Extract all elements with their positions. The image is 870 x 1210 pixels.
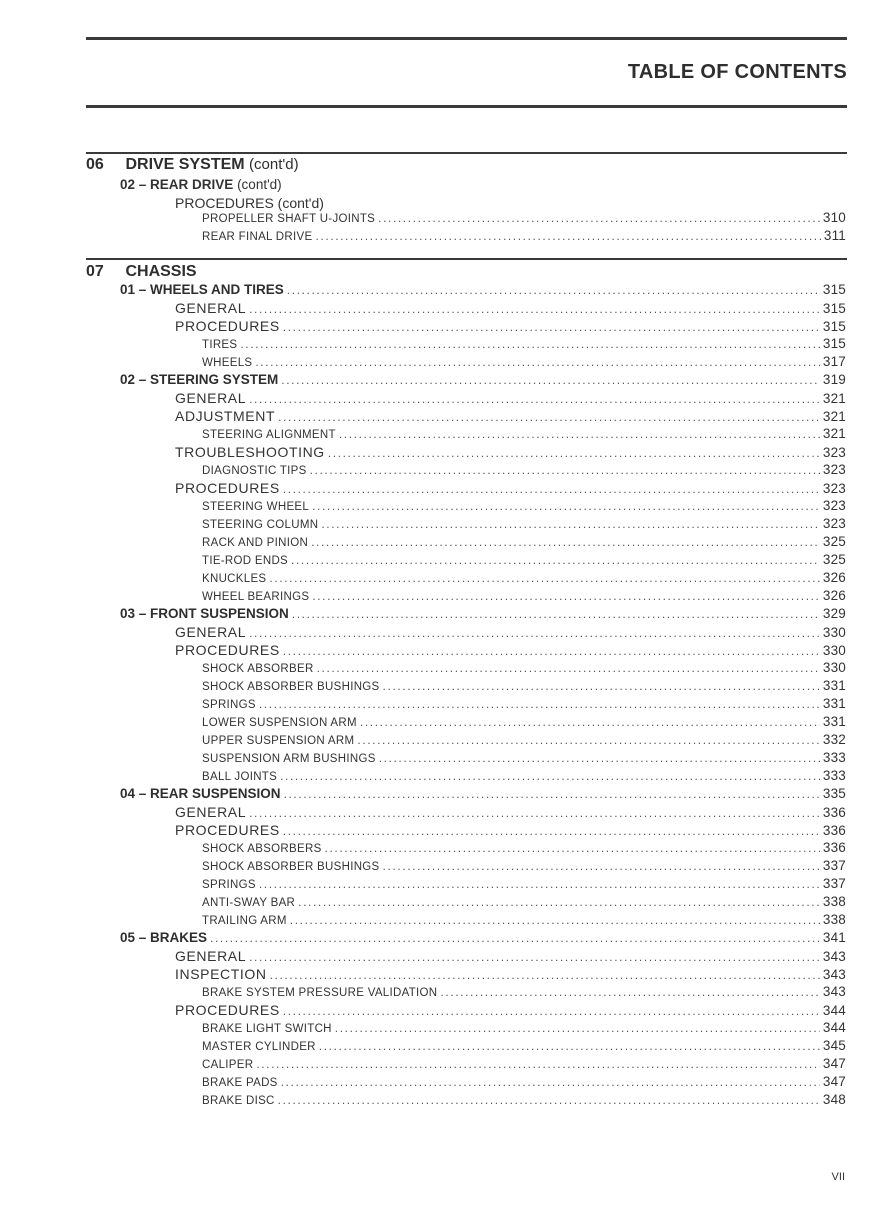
section-07-title: CHASSIS [125, 263, 197, 280]
dot-leader [249, 390, 820, 408]
toc-item-entry[interactable] [202, 713, 846, 731]
toc-topic-entry[interactable] [175, 299, 846, 317]
toc-entry-label: SHOCK ABSORBERS [202, 843, 322, 855]
toc-entry-label: ADJUSTMENT [175, 408, 276, 424]
toc-entry-page: 323 [822, 516, 846, 531]
toc-entry-label: TIE-ROD ENDS [202, 555, 289, 567]
toc-entry-page: 315 [822, 301, 846, 316]
toc-entry-page: 321 [822, 426, 846, 441]
toc-entry-page: 323 [822, 462, 846, 477]
toc-topic-entry[interactable] [175, 947, 846, 965]
toc-entry-page: 331 [822, 696, 846, 711]
toc-item-entry[interactable] [202, 551, 846, 569]
toc-topic-entry[interactable] [175, 389, 846, 407]
toc-entry-page: 344 [822, 1003, 846, 1018]
toc-item-entry[interactable] [202, 1091, 846, 1109]
toc-entry-label: TRAILING ARM [202, 915, 287, 927]
dot-leader [312, 497, 820, 515]
toc-entry-page: 330 [822, 625, 846, 640]
toc-entry-page: 337 [822, 876, 846, 891]
toc-entry-label: GENERAL [175, 948, 247, 964]
toc-entry-page: 323 [822, 481, 846, 496]
toc-entry-label: PROCEDURES [175, 480, 280, 496]
toc-entry-page: 347 [822, 1056, 846, 1071]
dot-leader [291, 551, 820, 569]
toc-entry-page: 317 [822, 354, 846, 369]
toc-entry-page: 319 [822, 372, 846, 387]
toc-topic-entry[interactable] [175, 965, 846, 983]
toc-entry-label: WHEELS [202, 357, 253, 369]
dot-leader [317, 659, 820, 677]
toc-item-entry[interactable] [202, 587, 846, 605]
dot-leader [249, 804, 820, 822]
toc-entry-label: TROUBLESHOOTING [175, 444, 325, 460]
toc-topic-entry[interactable] [175, 1001, 846, 1019]
toc-entry-label: GENERAL [175, 390, 247, 406]
dot-leader [383, 677, 820, 695]
toc-item-entry[interactable] [202, 677, 846, 695]
toc-entry-page: 336 [822, 823, 846, 838]
section-06-heading [86, 155, 299, 175]
toc-entry-page: 347 [822, 1074, 846, 1089]
toc-item-entry[interactable] [202, 1055, 846, 1073]
dot-leader [283, 318, 820, 336]
dot-leader [281, 1073, 820, 1091]
dot-leader [315, 227, 820, 245]
toc-entry-label: BRAKE PADS [202, 1077, 278, 1089]
toc-item-entry[interactable] [202, 857, 846, 875]
dot-leader [319, 1037, 820, 1055]
toc-entry-page: 315 [822, 336, 846, 351]
dot-leader [378, 209, 820, 227]
dot-leader [249, 300, 820, 318]
toc-entry-label: DIAGNOSTIC TIPS [202, 465, 307, 477]
toc-entry-label: PROPELLER SHAFT U-JOINTS [202, 213, 376, 225]
dot-leader [256, 1055, 820, 1073]
toc-item-entry[interactable] [202, 569, 846, 587]
dot-leader [249, 948, 820, 966]
toc-entry-page: 337 [822, 858, 846, 873]
toc-entry-label: STEERING COLUMN [202, 519, 319, 531]
toc-item-entry[interactable] [202, 533, 846, 551]
toc-entry-label: REAR FINAL DRIVE [202, 231, 313, 243]
toc-entry-label: GENERAL [175, 300, 247, 316]
dot-leader [379, 749, 820, 767]
toc-item-entry[interactable] [202, 461, 846, 479]
toc-item-entry[interactable] [202, 911, 846, 929]
dot-leader [283, 822, 820, 840]
toc-entry-label: MASTER CYLINDER [202, 1041, 316, 1053]
toc-entry-label: PROCEDURES [175, 822, 280, 838]
toc-item-entry[interactable] [202, 497, 846, 515]
dot-leader [357, 731, 820, 749]
dot-leader [292, 605, 820, 623]
section-07-rule [86, 258, 847, 260]
toc-entry-label: SPRINGS [202, 879, 256, 891]
toc-item-entry[interactable] [202, 209, 846, 227]
dot-leader [360, 713, 820, 731]
toc-entry-label: CALIPER [202, 1059, 254, 1071]
toc-topic-entry[interactable] [175, 443, 846, 461]
header-bottom-rule [86, 105, 847, 108]
toc-item-entry[interactable] [202, 893, 846, 911]
toc-item-entry[interactable] [202, 335, 846, 353]
dot-leader [321, 515, 820, 533]
dot-leader [259, 695, 820, 713]
toc-topic-entry[interactable] [175, 803, 846, 821]
toc-entry-page: 338 [822, 894, 846, 909]
toc-entry-page: 321 [822, 409, 846, 424]
toc-entry-label: 03 – FRONT SUSPENSION [120, 606, 289, 621]
section-07-number: 07 [86, 263, 104, 280]
toc-item-entry[interactable] [202, 875, 846, 893]
toc-entry-label: TIRES [202, 339, 238, 351]
dot-leader [325, 839, 820, 857]
section-06-title: DRIVE SYSTEM [125, 156, 245, 173]
dot-leader [311, 533, 820, 551]
toc-entry-page: 325 [822, 552, 846, 567]
subsection-rear-drive-heading [120, 176, 282, 194]
toc-entry-page: 310 [822, 210, 846, 225]
dot-leader [240, 335, 820, 353]
dot-leader [287, 281, 820, 299]
toc-entry-label: STEERING ALIGNMENT [202, 429, 336, 441]
dot-leader [283, 642, 820, 660]
toc-item-entry[interactable] [202, 227, 846, 245]
dot-leader [283, 1002, 820, 1020]
dot-leader [284, 785, 820, 803]
toc-subsection-entry[interactable] [120, 371, 846, 389]
toc-entry-page: 336 [822, 840, 846, 855]
toc-entry-page: 336 [822, 805, 846, 820]
procedures-cont-heading: PROCEDURES (cont'd) [175, 195, 324, 211]
page-number: VII [831, 1171, 845, 1183]
toc-entry-page: 330 [822, 660, 846, 675]
toc-entry-label: BRAKE DISC [202, 1095, 275, 1107]
dot-leader [281, 371, 820, 389]
toc-entry-label: SHOCK ABSORBER BUSHINGS [202, 861, 380, 873]
toc-entry-page: 326 [822, 588, 846, 603]
dot-leader [270, 966, 820, 984]
toc-topic-entry[interactable] [175, 821, 846, 839]
toc-entry-page: 325 [822, 534, 846, 549]
toc-entry-page: 333 [822, 768, 846, 783]
toc-entry-page: 343 [822, 984, 846, 999]
toc-topic-entry[interactable] [175, 641, 846, 659]
toc-item-entry[interactable] [202, 839, 846, 857]
toc-topic-entry[interactable] [175, 407, 846, 425]
toc-item-entry[interactable] [202, 659, 846, 677]
dot-leader [278, 408, 820, 426]
toc-entry-page: 311 [823, 228, 846, 243]
toc-entry-page: 315 [822, 319, 846, 334]
toc-entry-page: 323 [822, 445, 846, 460]
toc-entry-page: 343 [822, 967, 846, 982]
subsection-rear-drive-title: 02 – REAR DRIVE [120, 177, 234, 192]
dot-leader [210, 929, 820, 947]
toc-item-entry[interactable] [202, 353, 846, 371]
toc-entry-page: 323 [822, 498, 846, 513]
toc-topic-entry[interactable] [175, 479, 846, 497]
toc-item-entry[interactable] [202, 731, 846, 749]
toc-entry-page: 343 [822, 949, 846, 964]
toc-entry-label: SPRINGS [202, 699, 256, 711]
toc-entry-page: 321 [822, 391, 846, 406]
dot-leader [328, 444, 820, 462]
toc-subsection-entry[interactable] [120, 281, 846, 299]
toc-topic-entry[interactable] [175, 317, 846, 335]
section-06-number: 06 [86, 156, 104, 173]
toc-entry-page: 344 [822, 1020, 846, 1035]
toc-entry-page: 345 [822, 1038, 846, 1053]
toc-entry-page: 335 [822, 786, 846, 801]
toc-entry-page: 315 [822, 282, 846, 297]
dot-leader [383, 857, 820, 875]
dot-leader [278, 1091, 820, 1109]
toc-entry-label: 04 – REAR SUSPENSION [120, 786, 281, 801]
toc-entry-label: GENERAL [175, 804, 247, 820]
dot-leader [259, 875, 820, 893]
toc-entry-label: LOWER SUSPENSION ARM [202, 717, 357, 729]
toc-item-entry[interactable] [202, 515, 846, 533]
toc-item-entry[interactable] [202, 1073, 846, 1091]
toc-entry-page: 338 [822, 912, 846, 927]
toc-entry-page: 333 [822, 750, 846, 765]
toc-entry-page: 348 [822, 1092, 846, 1107]
toc-entry-label: BRAKE SYSTEM PRESSURE VALIDATION [202, 987, 438, 999]
dot-leader [339, 425, 820, 443]
section-07-heading [86, 262, 197, 282]
toc-entry-label: SHOCK ABSORBER [202, 663, 314, 675]
toc-entry-label: GENERAL [175, 624, 247, 640]
dot-leader [283, 480, 820, 498]
toc-entry-label: SHOCK ABSORBER BUSHINGS [202, 681, 380, 693]
toc-entry-page: 331 [822, 714, 846, 729]
dot-leader [249, 624, 820, 642]
toc-subsection-entry[interactable] [120, 929, 846, 947]
toc-entry-page: 332 [822, 732, 846, 747]
toc-entry-page: 341 [822, 930, 846, 945]
dot-leader [310, 461, 820, 479]
header-top-rule [86, 37, 847, 40]
toc-topic-entry[interactable] [175, 623, 846, 641]
toc-entry-label: KNUCKLES [202, 573, 267, 585]
dot-leader [269, 569, 819, 587]
dot-leader [440, 983, 819, 1001]
toc-subsection-entry[interactable] [120, 605, 846, 623]
dot-leader [298, 893, 820, 911]
toc-entry-label: 01 – WHEELS AND TIRES [120, 282, 284, 297]
toc-entry-label: PROCEDURES [175, 318, 280, 334]
toc-item-entry[interactable] [202, 1019, 846, 1037]
toc-entry-label: SUSPENSION ARM BUSHINGS [202, 753, 376, 765]
dot-leader [280, 767, 820, 785]
dot-leader [255, 353, 820, 371]
toc-item-entry[interactable] [202, 695, 846, 713]
toc-item-entry[interactable] [202, 983, 846, 1001]
toc-entry-label: UPPER SUSPENSION ARM [202, 735, 355, 747]
toc-item-entry[interactable] [202, 749, 846, 767]
dot-leader [335, 1019, 820, 1037]
toc-entry-label: ANTI-SWAY BAR [202, 897, 296, 909]
dot-leader [312, 587, 820, 605]
toc-item-entry[interactable] [202, 425, 846, 443]
toc-entry-label: PROCEDURES [175, 642, 280, 658]
toc-entry-page: 330 [822, 643, 846, 658]
toc-item-entry[interactable] [202, 1037, 846, 1055]
toc-item-entry[interactable] [202, 767, 846, 785]
toc-entry-label: WHEEL BEARINGS [202, 591, 310, 603]
dot-leader [290, 911, 820, 929]
section-06-rule [86, 152, 847, 154]
toc-entry-label: 02 – STEERING SYSTEM [120, 372, 279, 387]
toc-entry-page: 331 [822, 678, 846, 693]
toc-entry-page: 329 [822, 606, 846, 621]
section-06-cont: (cont'd) [249, 156, 299, 173]
toc-entry-label: RACK AND PINION [202, 537, 309, 549]
page-title: TABLE OF CONTENTS [627, 61, 847, 83]
subsection-rear-drive-cont: (cont'd) [237, 177, 282, 192]
toc-entry-label: PROCEDURES [175, 1002, 280, 1018]
toc-entry-label: INSPECTION [175, 966, 267, 982]
toc-entry-label: 05 – BRAKES [120, 930, 208, 945]
toc-subsection-entry[interactable] [120, 785, 846, 803]
toc-entry-label: BRAKE LIGHT SWITCH [202, 1023, 332, 1035]
toc-entry-label: STEERING WHEEL [202, 501, 310, 513]
toc-entry-page: 326 [822, 570, 846, 585]
toc-entry-label: BALL JOINTS [202, 771, 278, 783]
